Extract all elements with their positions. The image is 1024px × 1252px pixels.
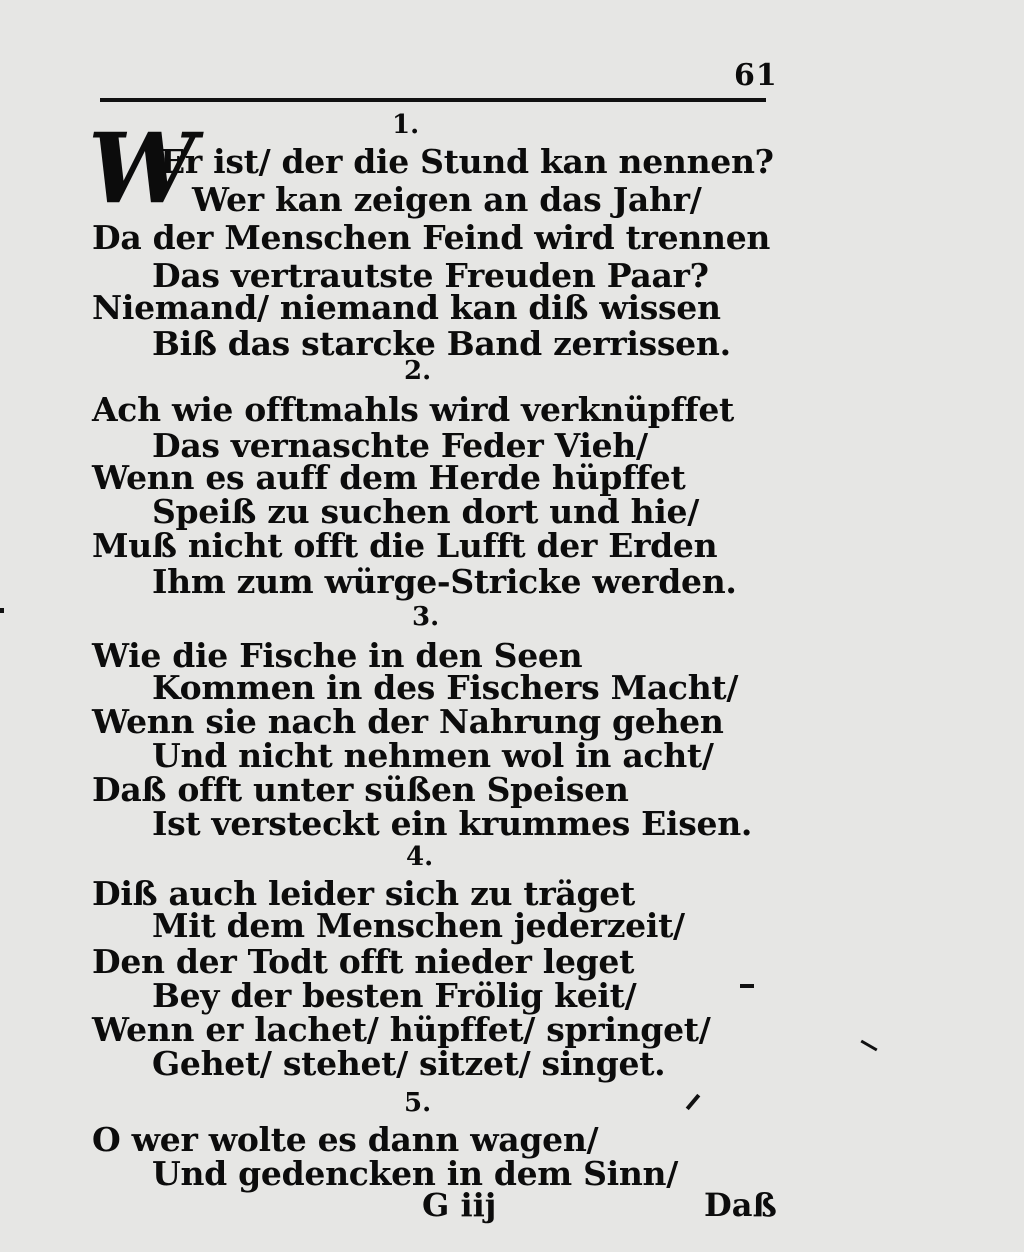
header-rule [100,98,766,102]
verse-line: Ihm zum würge-Stricke werden. [152,562,737,601]
scan-speck [860,1040,877,1052]
verse-line: Muß nicht offt die Lufft der Erden [92,526,718,565]
verse-line: Niemand/ niemand kan diß wissen [92,288,721,327]
verse-line: Diß auch leider sich zu träget [92,874,635,913]
verse-line: Wenn sie nach der Nahrung gehen [92,702,724,741]
scan-speck [740,984,754,988]
verse-line: Bey der besten Frölig keit/ [152,976,637,1015]
scan-speck [0,608,4,613]
verse-line: Ist versteckt ein krummes Eisen. [152,804,753,843]
verse-line: Ach wie offtmahls wird verknüpffet [92,390,734,429]
verse-line: Er ist/ der die Stund kan nennen? [160,142,774,181]
verse-number: 3. [412,602,440,632]
page-number: 61 [734,58,778,93]
verse-number: 5. [404,1088,432,1118]
catchword: Daß [704,1186,777,1224]
verse-line: Biß das starcke Band zerrissen. [152,324,731,363]
verse-line: Wie die Fische in den Seen [92,636,583,675]
verse-number: 4. [406,842,434,872]
verse-line: Wenn er lachet/ hüpffet/ springet/ [92,1010,711,1049]
verse-line: Das vertrautste Freuden Paar? [152,256,709,295]
verse-line: Da der Menschen Feind wird trennen [92,218,771,257]
verse-line: Speiß zu suchen dort und hie/ [152,492,699,531]
verse-line: Daß offt unter süßen Speisen [92,770,629,809]
verse-line: Gehet/ stehet/ sitzet/ singet. [152,1044,666,1083]
verse-line: Den der Todt offt nieder leget [92,942,635,981]
verse-line: Wenn es auff dem Herde hüpffet [92,458,686,497]
verse-line: O wer wolte es dann wagen/ [92,1120,599,1159]
verse-line: Und gedencken in dem Sinn/ [152,1154,679,1193]
verse-line: Kommen in des Fischers Macht/ [152,668,739,707]
verse-line: Und nicht nehmen wol in acht/ [152,736,714,775]
drop-capital: W [88,112,196,225]
verse-line: Wer kan zeigen an das Jahr/ [192,180,702,219]
signature-mark: G iij [422,1186,497,1224]
verse-number: 1. [392,110,420,140]
verse-line: Das vernaschte Feder Vieh/ [152,426,648,465]
verse-number: 2. [404,356,432,386]
verse-line: Mit dem Menschen jederzeit/ [152,906,685,945]
scan-speck [686,1094,701,1110]
